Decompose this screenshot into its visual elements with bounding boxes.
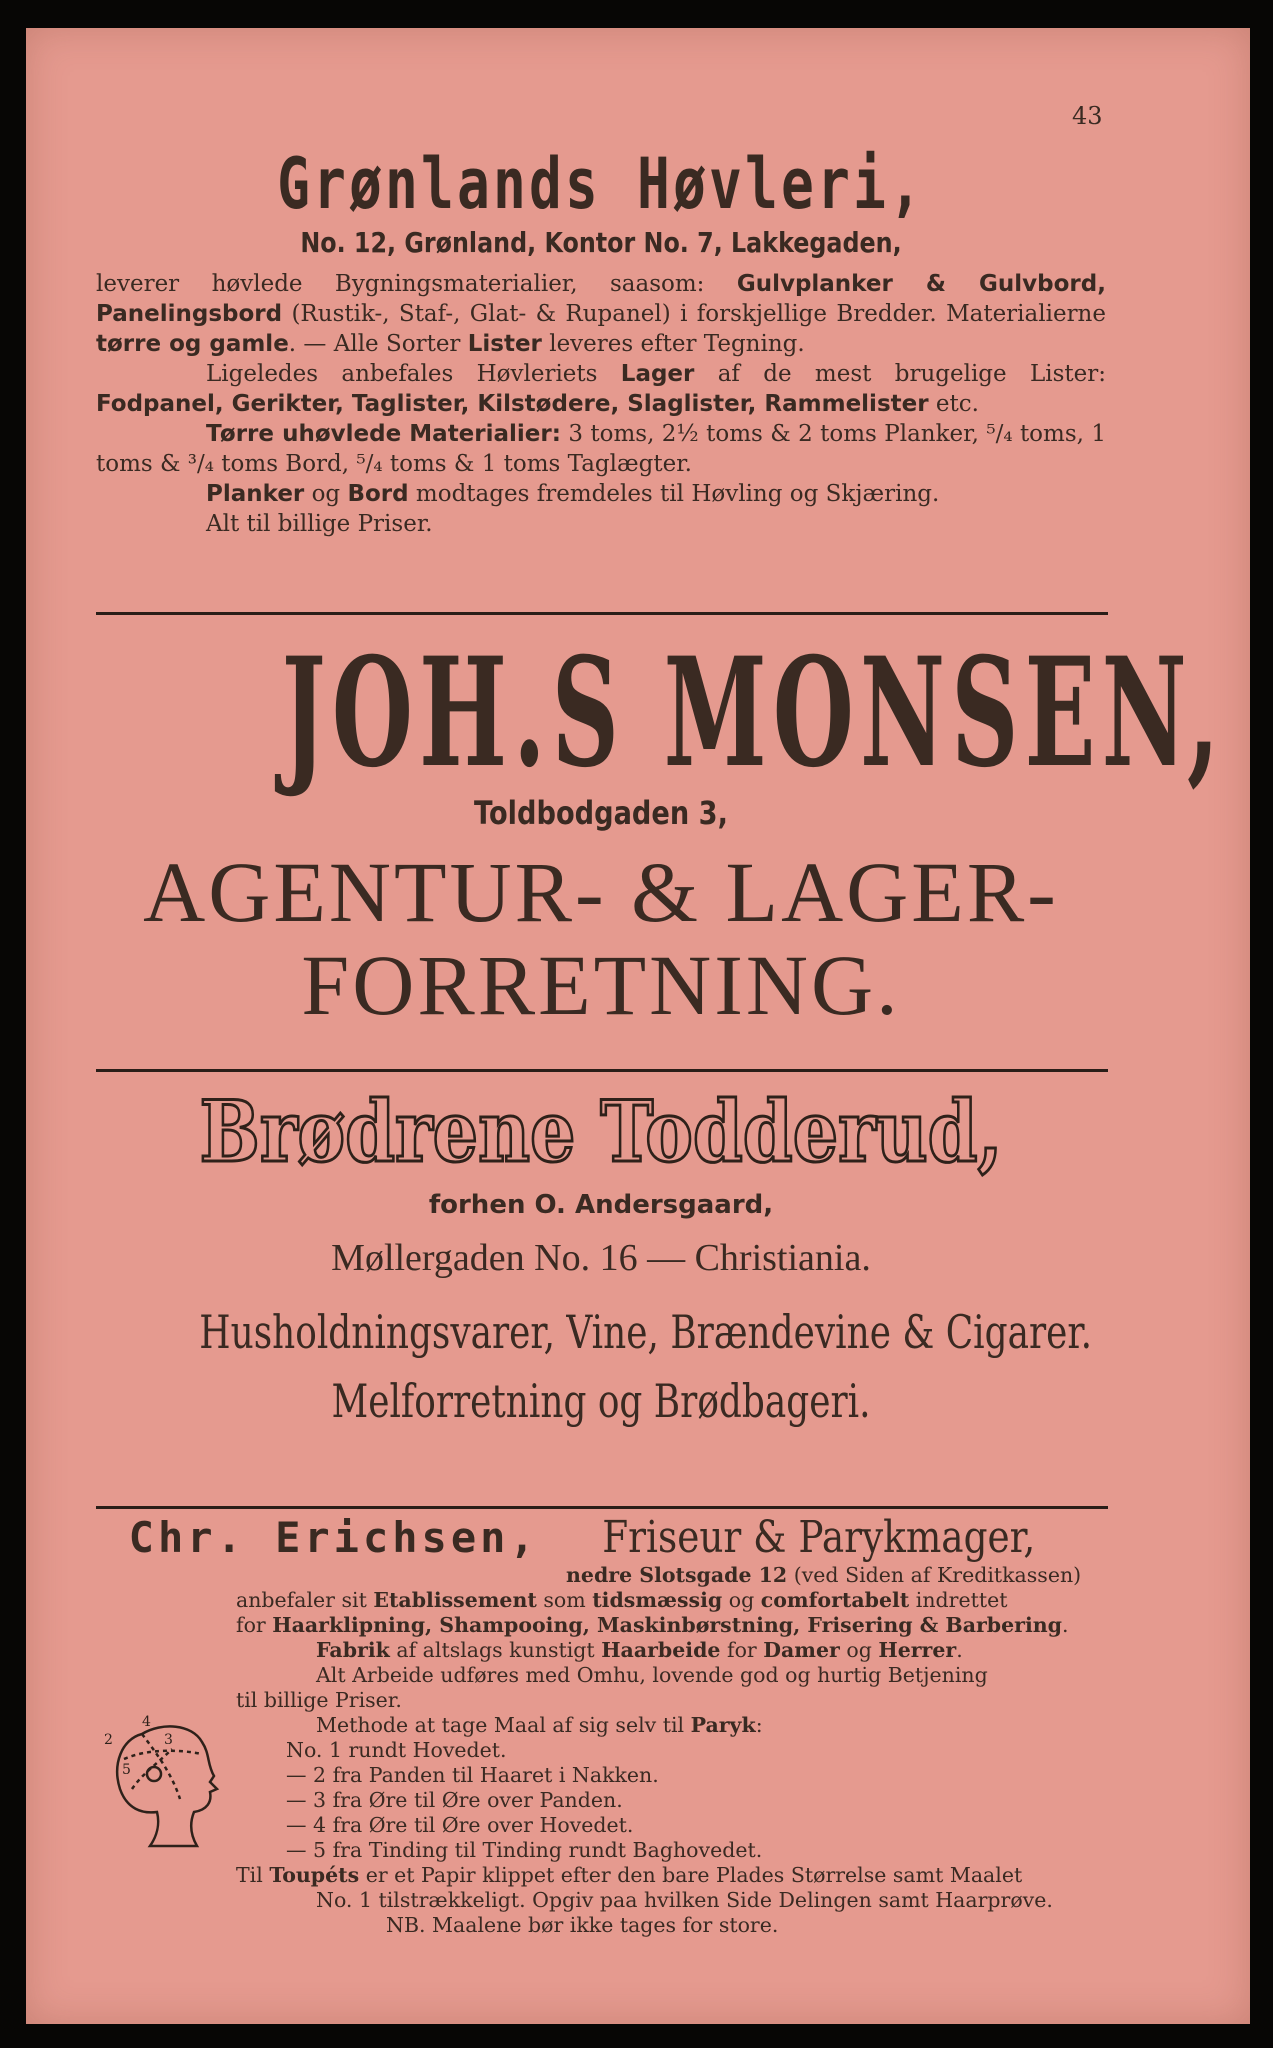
text: for <box>236 1613 273 1637</box>
ad-paragraph <box>96 269 1106 359</box>
text: anbefaler sit <box>236 1588 374 1612</box>
text: og <box>839 1638 879 1662</box>
text: Ligeledes anbefales Høvleriets <box>206 360 621 387</box>
text: er et Papir klippet efter den bare Plades Størrelse samt Maalet <box>359 1863 1023 1887</box>
ad-line <box>86 1738 1116 1763</box>
text: modtages fremdeles til Høvling og Skjæring. <box>408 480 940 507</box>
divider <box>96 1506 1108 1509</box>
figure-label: 4 <box>142 1714 151 1730</box>
ad-address: Møllergaden No. 16 — Christiania. <box>331 1237 871 1280</box>
page <box>26 28 1250 2024</box>
text: : <box>755 1713 763 1737</box>
divider <box>96 1069 1108 1072</box>
ad-profession: Friseur & Parykmager, <box>601 1512 1036 1563</box>
text: Til <box>236 1863 270 1887</box>
ad-line: FORRETNING. <box>301 936 901 1033</box>
text: leveres efter Tegning. <box>541 330 805 357</box>
text: — 2 fra Panden til Haaret i Nakken. <box>286 1763 659 1787</box>
ad-line <box>86 1813 1116 1838</box>
ad-line <box>86 1638 1116 1663</box>
ad-goods: Husholdningsvarer, Vine, Brændevine & Cigarer. <box>199 1305 1092 1360</box>
text: indrettet <box>909 1588 1008 1612</box>
ad-line <box>86 1863 1116 1888</box>
bold-text: Fodpanel, Gerikter, Taglister, Kilstødere, Slaglister, Rammelister <box>96 390 929 417</box>
bold-text: Haarbeide <box>601 1638 721 1662</box>
ad-former-owner: forhen O. Andersgaard, <box>428 1190 774 1221</box>
ad-line <box>86 1613 1116 1638</box>
ad-paragraph <box>96 479 1106 509</box>
text: som <box>536 1588 593 1612</box>
text: . — Alle Sorter <box>288 330 468 357</box>
divider <box>96 612 1108 615</box>
text: — 4 fra Øre til Øre over Hovedet. <box>286 1813 634 1837</box>
text: etc. <box>928 390 979 417</box>
ad-line <box>86 1688 1116 1713</box>
ad-title: Chr. Erichsen, <box>128 1513 539 1562</box>
text: . <box>1062 1613 1069 1637</box>
ad-line <box>86 1763 1116 1788</box>
ad-line <box>86 1888 1116 1913</box>
ad-line <box>86 1838 1116 1863</box>
advertisement-brodrene-todderud <box>86 1082 1116 1436</box>
ad-title: Grønlands Høvleri, <box>277 143 925 225</box>
bold-text: Fabrik <box>316 1638 390 1662</box>
figure-label: 5 <box>122 1762 131 1778</box>
bold-text: Etablissement <box>373 1588 537 1612</box>
bold-text: Lister <box>467 330 542 357</box>
figure-label: 3 <box>164 1732 173 1748</box>
ad-line <box>86 1563 1116 1588</box>
page-number: 43 <box>1072 102 1103 130</box>
bold-text: Planker <box>206 480 305 507</box>
bold-text: Herrer <box>878 1638 957 1662</box>
text: . <box>956 1638 963 1662</box>
ad-heading <box>86 1512 1116 1563</box>
text: — 5 fra Tinding til Tinding rundt Baghovedet. <box>286 1838 763 1862</box>
ad-line <box>86 1588 1116 1613</box>
advertisement-johs-monsen <box>86 625 1226 1033</box>
text: Methode at tage Maal af sig selv til <box>316 1713 691 1737</box>
bold-text: Bord <box>347 480 409 507</box>
ad-line <box>86 1913 1116 1938</box>
text: NB. Maalene bør ikke tages for store. <box>386 1913 779 1937</box>
ad-line <box>86 1663 1116 1688</box>
bold-text: Haarklipning, Shampooing, Maskinbørstning, Frisering & Barbering <box>272 1613 1062 1637</box>
text: for <box>720 1638 764 1662</box>
ad-paragraph <box>96 509 1106 539</box>
bold-text: Tørre uhøvlede Materialier: <box>206 420 561 447</box>
text: (ved Siden af Kreditkassen) <box>787 1563 1082 1587</box>
text: No. 1 tilstrækkeligt. Opgiv paa hvilken Side Delingen samt Haarprøve. <box>316 1888 1053 1912</box>
bold-text: Lager <box>620 360 695 387</box>
ad-line <box>86 1713 1116 1738</box>
advertisement-gronlands-hovleri <box>96 143 1107 539</box>
ad-line <box>86 1788 1116 1813</box>
text: og <box>722 1588 761 1612</box>
text: af de mest brugelige Lister: <box>694 360 1107 387</box>
text: 3 toms, 2½ toms & 2 toms Planker, ⁵/₄ toms, 1 toms & ³/₄ toms Bord, ⁵/₄ toms & 1 toms Taglægter. <box>96 420 1106 477</box>
figure-label: 2 <box>104 1732 113 1748</box>
text: og <box>304 480 348 507</box>
bold-text: Panelingsbord <box>96 300 283 327</box>
ad-paragraph <box>96 359 1106 419</box>
bold-text: tørre og gamle <box>96 330 289 357</box>
text: af altslags kunstigt <box>389 1638 602 1662</box>
text: — 3 fra Øre til Øre over Panden. <box>286 1788 623 1812</box>
text: No. 1 rundt Hovedet. <box>286 1738 507 1762</box>
ad-goods: Melforretning og Brødbageri. <box>331 1374 871 1429</box>
bold-text: Toupéts <box>269 1863 360 1887</box>
text: til billige Priser. <box>236 1688 402 1712</box>
ad-body <box>86 1563 1116 1938</box>
advertisement-chr-erichsen <box>86 1512 1116 1938</box>
ad-subtitle: No. 12, Grønland, Kontor No. 7, Lakkegaden, <box>300 225 902 259</box>
text: Alt Arbeide udføres med Omhu, lovende god og hurtig Betjening <box>316 1663 988 1687</box>
head-measurement-figure <box>102 1704 232 1854</box>
text: leverer høvlede Bygningsmaterialier, saasom: <box>96 270 737 297</box>
text: Alt til billige Priser. <box>206 510 433 537</box>
ad-line: AGENTUR- & LAGER- <box>143 844 1059 940</box>
ad-address: Toldbodgaden 3, <box>474 794 728 832</box>
ad-title: Brødrene Todderud, <box>199 1082 1003 1181</box>
bold-text: comfortabelt <box>760 1588 910 1612</box>
bold-text: tidsmæssig <box>592 1588 723 1612</box>
ad-paragraph <box>96 419 1106 479</box>
bold-text: Damer <box>763 1638 840 1662</box>
bold-text: Paryk <box>690 1713 756 1737</box>
bold-text: nedre Slotsgade 12 <box>566 1563 788 1587</box>
bold-text: Gulvplanker & Gulvbord, <box>736 270 1106 297</box>
text: (Rustik-, Staf-, Glat- & Rupanel) i forskjellige Bredder. Materialierne <box>282 300 1106 327</box>
ad-title: JOH.S MONSEN, <box>281 625 1226 801</box>
